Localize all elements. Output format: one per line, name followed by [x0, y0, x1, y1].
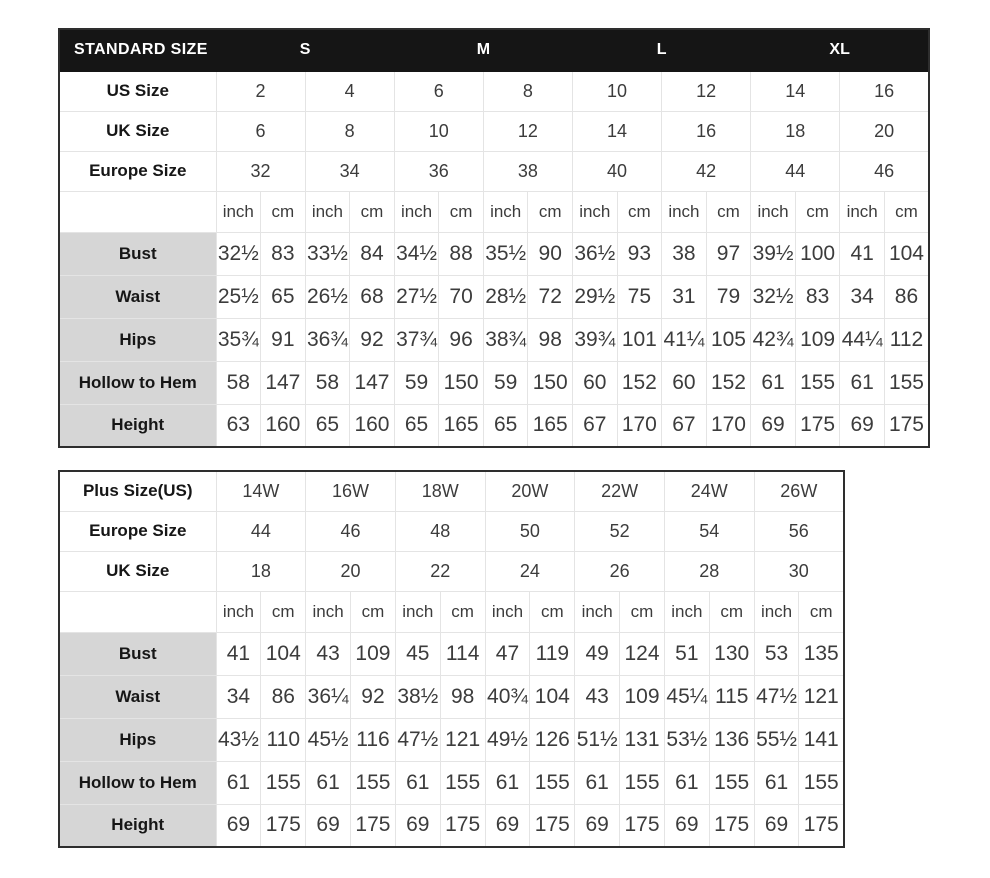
measure-value-cell: 155 — [351, 761, 396, 804]
table-title: STANDARD SIZE — [59, 29, 216, 71]
unit-cell: cm — [709, 591, 754, 632]
measure-row — [59, 275, 929, 318]
measure-value-cell: 109 — [795, 318, 840, 361]
measure-value-cell: 43½ — [216, 718, 261, 761]
measure-value-cell: 31 — [662, 275, 707, 318]
measure-value-cell: 41 — [216, 632, 261, 675]
measure-value-cell: 36¾ — [305, 318, 350, 361]
measure-value-cell: 69 — [840, 404, 885, 447]
measure-value-cell: 43 — [575, 675, 620, 718]
row-label: Bust — [59, 232, 216, 275]
measure-value-cell: 135 — [799, 632, 844, 675]
size-value-cell: 18W — [395, 471, 485, 511]
measure-value-cell: 116 — [351, 718, 396, 761]
unit-cell: cm — [350, 191, 395, 232]
size-value-cell: 32 — [216, 151, 305, 191]
measure-value-cell: 61 — [575, 761, 620, 804]
measure-value-cell: 97 — [706, 232, 751, 275]
size-value-cell: 44 — [216, 511, 306, 551]
measure-value-cell: 175 — [530, 804, 575, 847]
measure-value-cell: 160 — [350, 404, 395, 447]
size-value-cell: 34 — [305, 151, 394, 191]
measure-value-cell: 45¼ — [664, 675, 709, 718]
measure-value-cell: 175 — [620, 804, 665, 847]
measure-value-cell: 32½ — [216, 232, 261, 275]
measure-value-cell: 41 — [840, 232, 885, 275]
measure-value-cell: 47½ — [395, 718, 440, 761]
unit-cell: inch — [840, 191, 885, 232]
measure-value-cell: 92 — [351, 675, 396, 718]
unit-row — [59, 191, 929, 232]
row-label-empty — [59, 591, 216, 632]
measure-value-cell: 75 — [617, 275, 662, 318]
measure-value-cell: 61 — [664, 761, 709, 804]
unit-cell: cm — [620, 591, 665, 632]
standard-size-table — [58, 28, 930, 448]
measure-value-cell: 114 — [440, 632, 485, 675]
size-value-cell: 50 — [485, 511, 575, 551]
measure-value-cell: 155 — [261, 761, 306, 804]
size-value-cell: 14W — [216, 471, 306, 511]
unit-cell: cm — [528, 191, 573, 232]
measure-value-cell: 131 — [620, 718, 665, 761]
measure-value-cell: 68 — [350, 275, 395, 318]
measure-value-cell: 83 — [261, 232, 306, 275]
size-group-header: S — [216, 29, 394, 71]
measure-value-cell: 175 — [351, 804, 396, 847]
measure-row — [59, 718, 844, 761]
measure-value-cell: 96 — [439, 318, 484, 361]
unit-cell: inch — [216, 591, 261, 632]
measure-row — [59, 675, 844, 718]
size-value-cell: 56 — [754, 511, 844, 551]
row-label: UK Size — [59, 111, 216, 151]
unit-cell: cm — [261, 591, 306, 632]
measure-value-cell: 110 — [261, 718, 306, 761]
measure-value-cell: 69 — [485, 804, 530, 847]
measure-value-cell: 79 — [706, 275, 751, 318]
measure-value-cell: 41¼ — [662, 318, 707, 361]
measure-row — [59, 318, 929, 361]
unit-cell: inch — [754, 591, 799, 632]
measure-value-cell: 58 — [216, 361, 261, 404]
size-value-cell: 52 — [575, 511, 665, 551]
size-value-cell: 22 — [395, 551, 485, 591]
size-value-cell: 10 — [573, 71, 662, 111]
size-value-cell: 2 — [216, 71, 305, 111]
size-value-cell: 18 — [751, 111, 840, 151]
measure-value-cell: 93 — [617, 232, 662, 275]
measure-value-cell: 67 — [662, 404, 707, 447]
size-value-cell: 40 — [573, 151, 662, 191]
measure-value-cell: 65 — [394, 404, 439, 447]
measure-value-cell: 43 — [306, 632, 351, 675]
measure-value-cell: 26½ — [305, 275, 350, 318]
measure-value-cell: 165 — [439, 404, 484, 447]
measure-value-cell: 124 — [620, 632, 665, 675]
row-label: Waist — [59, 275, 216, 318]
size-value-cell: 46 — [840, 151, 929, 191]
unit-cell: inch — [216, 191, 261, 232]
size-value-cell: 48 — [395, 511, 485, 551]
measure-value-cell: 115 — [709, 675, 754, 718]
measure-value-cell: 104 — [530, 675, 575, 718]
measure-value-cell: 69 — [575, 804, 620, 847]
measure-value-cell: 72 — [528, 275, 573, 318]
measure-value-cell: 104 — [261, 632, 306, 675]
measure-value-cell: 155 — [709, 761, 754, 804]
measure-value-cell: 53 — [754, 632, 799, 675]
unit-cell: cm — [799, 591, 844, 632]
measure-value-cell: 150 — [439, 361, 484, 404]
measure-value-cell: 35½ — [483, 232, 528, 275]
measure-value-cell: 38¾ — [483, 318, 528, 361]
size-value-cell: 12 — [483, 111, 572, 151]
size-value-cell: 28 — [664, 551, 754, 591]
measure-row — [59, 232, 929, 275]
measure-value-cell: 69 — [751, 404, 796, 447]
row-label: Plus Size(US) — [59, 471, 216, 511]
size-value-cell: 12 — [662, 71, 751, 111]
measure-value-cell: 27½ — [394, 275, 439, 318]
unit-cell: inch — [395, 591, 440, 632]
measure-value-cell: 51 — [664, 632, 709, 675]
measure-value-cell: 126 — [530, 718, 575, 761]
measure-value-cell: 69 — [306, 804, 351, 847]
measure-value-cell: 165 — [528, 404, 573, 447]
size-value-cell: 4 — [305, 71, 394, 111]
standard-table-body — [59, 29, 929, 447]
measure-row — [59, 761, 844, 804]
measure-value-cell: 86 — [261, 675, 306, 718]
measure-value-cell: 155 — [795, 361, 840, 404]
table-header-row — [59, 29, 929, 71]
measure-value-cell: 69 — [216, 804, 261, 847]
size-value-cell: 44 — [751, 151, 840, 191]
measure-value-cell: 49½ — [485, 718, 530, 761]
size-value-cell: 24W — [664, 471, 754, 511]
measure-value-cell: 45½ — [306, 718, 351, 761]
measure-value-cell: 109 — [620, 675, 665, 718]
measure-value-cell: 34½ — [394, 232, 439, 275]
measure-value-cell: 65 — [305, 404, 350, 447]
size-value-cell: 42 — [662, 151, 751, 191]
size-row — [59, 71, 929, 111]
measure-value-cell: 69 — [395, 804, 440, 847]
size-value-cell: 18 — [216, 551, 306, 591]
measure-value-cell: 44¼ — [840, 318, 885, 361]
size-group-header: L — [573, 29, 751, 71]
measure-value-cell: 51½ — [575, 718, 620, 761]
size-value-cell: 6 — [216, 111, 305, 151]
size-value-cell: 14 — [751, 71, 840, 111]
size-value-cell: 24 — [485, 551, 575, 591]
row-label: UK Size — [59, 551, 216, 591]
measure-value-cell: 70 — [439, 275, 484, 318]
unit-cell: cm — [439, 191, 484, 232]
measure-value-cell: 34 — [216, 675, 261, 718]
measure-value-cell: 35¾ — [216, 318, 261, 361]
measure-value-cell: 59 — [394, 361, 439, 404]
measure-value-cell: 39½ — [751, 232, 796, 275]
measure-value-cell: 147 — [261, 361, 306, 404]
row-label: Europe Size — [59, 511, 216, 551]
measure-value-cell: 69 — [754, 804, 799, 847]
measure-value-cell: 175 — [884, 404, 929, 447]
measure-value-cell: 61 — [751, 361, 796, 404]
row-label: Europe Size — [59, 151, 216, 191]
size-value-cell: 8 — [483, 71, 572, 111]
measure-value-cell: 130 — [709, 632, 754, 675]
row-label: Hollow to Hem — [59, 361, 216, 404]
measure-value-cell: 32½ — [751, 275, 796, 318]
measure-value-cell: 175 — [799, 804, 844, 847]
unit-cell: inch — [305, 191, 350, 232]
measure-value-cell: 121 — [799, 675, 844, 718]
row-label: US Size — [59, 71, 216, 111]
measure-value-cell: 37¾ — [394, 318, 439, 361]
measure-value-cell: 170 — [617, 404, 662, 447]
size-value-cell: 46 — [306, 511, 396, 551]
unit-cell: inch — [485, 591, 530, 632]
measure-value-cell: 112 — [884, 318, 929, 361]
size-value-cell: 36 — [394, 151, 483, 191]
size-row — [59, 471, 844, 511]
measure-value-cell: 45 — [395, 632, 440, 675]
measure-value-cell: 33½ — [305, 232, 350, 275]
unit-cell: inch — [306, 591, 351, 632]
measure-value-cell: 40¾ — [485, 675, 530, 718]
measure-value-cell: 55½ — [754, 718, 799, 761]
measure-value-cell: 104 — [884, 232, 929, 275]
measure-value-cell: 28½ — [483, 275, 528, 318]
size-row — [59, 511, 844, 551]
measure-row — [59, 361, 929, 404]
unit-cell: cm — [706, 191, 751, 232]
measure-value-cell: 61 — [395, 761, 440, 804]
row-label: Hips — [59, 318, 216, 361]
size-value-cell: 10 — [394, 111, 483, 151]
size-value-cell: 16 — [662, 111, 751, 151]
measure-value-cell: 147 — [350, 361, 395, 404]
measure-value-cell: 36½ — [573, 232, 618, 275]
measure-value-cell: 47 — [485, 632, 530, 675]
unit-cell: cm — [617, 191, 662, 232]
measure-value-cell: 84 — [350, 232, 395, 275]
measure-value-cell: 101 — [617, 318, 662, 361]
size-value-cell: 26W — [754, 471, 844, 511]
measure-value-cell: 58 — [305, 361, 350, 404]
measure-value-cell: 141 — [799, 718, 844, 761]
measure-value-cell: 38 — [662, 232, 707, 275]
measure-row — [59, 632, 844, 675]
measure-value-cell: 155 — [799, 761, 844, 804]
measure-value-cell: 61 — [306, 761, 351, 804]
size-value-cell: 30 — [754, 551, 844, 591]
measure-value-cell: 69 — [664, 804, 709, 847]
measure-value-cell: 38½ — [395, 675, 440, 718]
measure-value-cell: 65 — [261, 275, 306, 318]
size-value-cell: 20 — [840, 111, 929, 151]
measure-value-cell: 91 — [261, 318, 306, 361]
measure-value-cell: 53½ — [664, 718, 709, 761]
measure-value-cell: 63 — [216, 404, 261, 447]
row-label-empty — [59, 191, 216, 232]
measure-value-cell: 160 — [261, 404, 306, 447]
measure-value-cell: 155 — [884, 361, 929, 404]
measure-value-cell: 59 — [483, 361, 528, 404]
size-value-cell: 54 — [664, 511, 754, 551]
unit-cell: inch — [662, 191, 707, 232]
measure-value-cell: 109 — [351, 632, 396, 675]
unit-cell: inch — [751, 191, 796, 232]
measure-value-cell: 175 — [440, 804, 485, 847]
measure-value-cell: 61 — [840, 361, 885, 404]
measure-value-cell: 36¼ — [306, 675, 351, 718]
measure-value-cell: 155 — [620, 761, 665, 804]
unit-cell: cm — [530, 591, 575, 632]
unit-cell: cm — [440, 591, 485, 632]
unit-cell: cm — [795, 191, 840, 232]
measure-value-cell: 175 — [795, 404, 840, 447]
size-value-cell: 6 — [394, 71, 483, 111]
row-label: Height — [59, 404, 216, 447]
unit-cell: inch — [664, 591, 709, 632]
measure-value-cell: 121 — [440, 718, 485, 761]
size-value-cell: 20 — [306, 551, 396, 591]
size-value-cell: 16 — [840, 71, 929, 111]
size-value-cell: 14 — [573, 111, 662, 151]
measure-value-cell: 152 — [617, 361, 662, 404]
measure-value-cell: 60 — [662, 361, 707, 404]
measure-value-cell: 100 — [795, 232, 840, 275]
measure-value-cell: 65 — [483, 404, 528, 447]
measure-value-cell: 88 — [439, 232, 484, 275]
size-row — [59, 551, 844, 591]
row-label: Height — [59, 804, 216, 847]
size-value-cell: 16W — [306, 471, 396, 511]
measure-value-cell: 136 — [709, 718, 754, 761]
measure-value-cell: 61 — [754, 761, 799, 804]
size-value-cell: 38 — [483, 151, 572, 191]
measure-value-cell: 25½ — [216, 275, 261, 318]
unit-cell: cm — [351, 591, 396, 632]
size-group-header: XL — [751, 29, 929, 71]
unit-cell: cm — [884, 191, 929, 232]
measure-value-cell: 61 — [485, 761, 530, 804]
measure-value-cell: 152 — [706, 361, 751, 404]
measure-value-cell: 47½ — [754, 675, 799, 718]
measure-value-cell: 98 — [528, 318, 573, 361]
size-row — [59, 151, 929, 191]
measure-value-cell: 29½ — [573, 275, 618, 318]
measure-value-cell: 175 — [709, 804, 754, 847]
unit-cell: cm — [261, 191, 306, 232]
measure-value-cell: 119 — [530, 632, 575, 675]
size-group-header: M — [394, 29, 572, 71]
measure-value-cell: 83 — [795, 275, 840, 318]
unit-cell: inch — [483, 191, 528, 232]
row-label: Waist — [59, 675, 216, 718]
size-value-cell: 20W — [485, 471, 575, 511]
row-label: Bust — [59, 632, 216, 675]
measure-value-cell: 49 — [575, 632, 620, 675]
unit-cell: inch — [394, 191, 439, 232]
measure-value-cell: 42¾ — [751, 318, 796, 361]
measure-value-cell: 150 — [528, 361, 573, 404]
measure-value-cell: 90 — [528, 232, 573, 275]
measure-row — [59, 804, 844, 847]
unit-cell: inch — [575, 591, 620, 632]
measure-value-cell: 92 — [350, 318, 395, 361]
size-value-cell: 26 — [575, 551, 665, 591]
measure-row — [59, 404, 929, 447]
measure-value-cell: 86 — [884, 275, 929, 318]
measure-value-cell: 67 — [573, 404, 618, 447]
unit-row — [59, 591, 844, 632]
measure-value-cell: 98 — [440, 675, 485, 718]
size-value-cell: 8 — [305, 111, 394, 151]
measure-value-cell: 155 — [440, 761, 485, 804]
measure-value-cell: 61 — [216, 761, 261, 804]
measure-value-cell: 155 — [530, 761, 575, 804]
measure-value-cell: 105 — [706, 318, 751, 361]
row-label: Hips — [59, 718, 216, 761]
measure-value-cell: 170 — [706, 404, 751, 447]
plus-size-table — [58, 470, 845, 848]
size-value-cell: 22W — [575, 471, 665, 511]
measure-value-cell: 39¾ — [573, 318, 618, 361]
unit-cell: inch — [573, 191, 618, 232]
size-row — [59, 111, 929, 151]
measure-value-cell: 175 — [261, 804, 306, 847]
measure-value-cell: 60 — [573, 361, 618, 404]
row-label: Hollow to Hem — [59, 761, 216, 804]
measure-value-cell: 34 — [840, 275, 885, 318]
plus-table-body — [59, 471, 844, 847]
